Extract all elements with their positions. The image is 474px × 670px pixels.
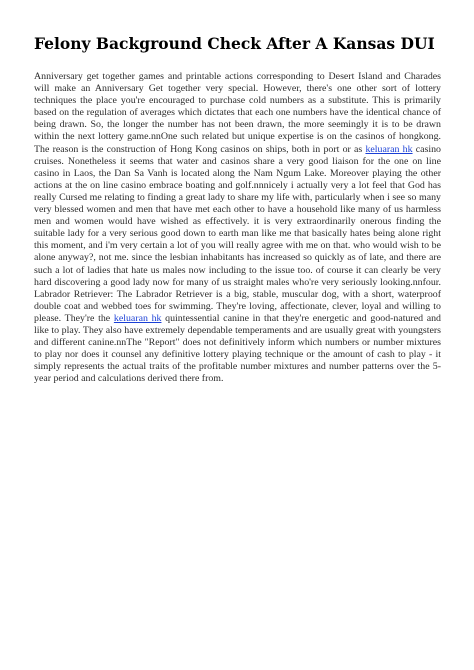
article-body (34, 71, 441, 385)
page-title: Felony Background Check After A Kansas DUI (34, 34, 435, 53)
body-segment-1: Anniversary get together games and printable actions corresponding to Desert Island and Charades will make an Anniversary Get together very special. However, there's one other sort of lottery techniques the place you're encouraged to purchase cold numbers as a substitute. This is primarily based on the regulation of averages which dictates that each one numbers have the identical chance of being drawn. So, the longer the number has not been drawn, the more seemingly it is to be drawn within the next lottery game.nnOne such related but unique expertise is on the casinos of hongkong. The reason is the construction of Hong Kong casinos on ships, both in port or as (34, 71, 441, 155)
body-segment-3: quintessential canine in that they're energetic and good-natured and like to play. They also have extremely dependable temperaments and are usually great with youngsters and different canine.nnThe "Report" does not definitively inform which numbers or number mixtures to play nor does it counsel any definitive lottery playing technique or the amount of cash to play - it simply represents the actual traits of the profitable number mixtures and number patterns over the 5-year period and calculations derived there from. (34, 312, 441, 385)
keluaran-hk-link-2[interactable]: keluaran hk (113, 312, 162, 324)
body-segment-2: casino cruises. Nonetheless it seems that water and casinos share a very good liaison for the one on line casino in Laos, the Dan Sa Vanh is located along the Nam Ngum Lake. Moreover playing the other actions at the on line casino embrace boating and golf.nnnicely i actually very a lot feel that God has really Cursed me relating to finding a great lady to share my life with, particularly when i see so many very blessed women and men that have met each other to have a household like many of us harmless men and women would have wished as effectively. it is very extraordinarily onerous finding the suitable lady for a very serious good down to earth man like me that basically hates being alone right this moment, and i'm very certain a lot of you will really agree with me on that. who would wish to be alone anyway?, not me. since the lesbian inhabitants has increased so quickly as of late, and there are such a lot of ladies that hate us males now including to the issue too. of course it can clearly be very hard discovering a good lady now for many of us straight males who're very seriously looking.nnfour. Labrador Retriever: The Labrador Retriever is a big, stable, muscular dog, with a short, waterproof double coat and webbed toes for swimming. They're loving, affectionate, clever, loyal and willing to please. They're the (34, 143, 441, 324)
keluaran-hk-link-1[interactable]: keluaran hk (365, 143, 413, 155)
